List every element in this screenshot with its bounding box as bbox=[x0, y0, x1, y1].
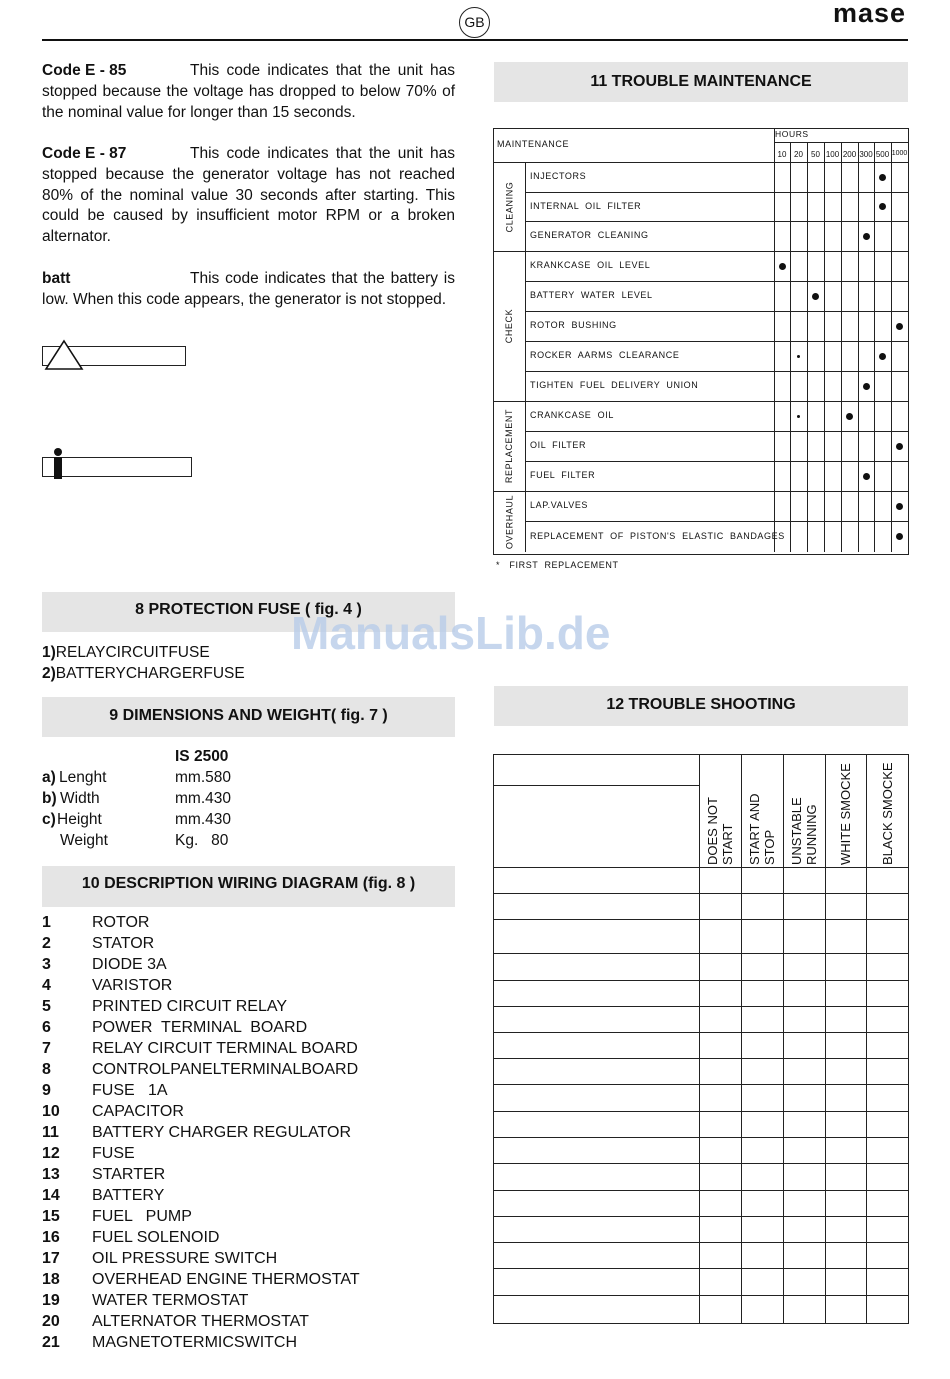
wiring-item bbox=[42, 1122, 360, 1143]
maintenance-item-label: INJECTORS bbox=[530, 171, 587, 181]
wiring-item-number: 15 bbox=[42, 1208, 60, 1225]
wiring-list bbox=[42, 912, 360, 1353]
wiring-item bbox=[42, 1101, 360, 1122]
troubleshoot-column-header: BLACK SMOCKE bbox=[879, 762, 895, 865]
maintenance-dot bbox=[896, 323, 903, 330]
code-batt: batt This code indicates that the battery is low. When this code appears, the generator is not stopped. bbox=[42, 270, 455, 308]
wiring-item-label: STARTER bbox=[92, 1166, 166, 1183]
group-label-check: CHECK bbox=[504, 308, 514, 344]
maintenance-item-label: KRANKCASE OIL LEVEL bbox=[530, 260, 651, 270]
troubleshooting-table bbox=[493, 754, 909, 1324]
wiring-item-label: WATER TERMOSTAT bbox=[92, 1292, 249, 1309]
wiring-item-label: ALTERNATOR THERMOSTAT bbox=[92, 1313, 309, 1330]
wiring-item bbox=[42, 954, 360, 975]
wiring-item-label: FUSE 1A bbox=[92, 1082, 168, 1099]
header-rule bbox=[42, 39, 908, 41]
wiring-item-number: 19 bbox=[42, 1292, 60, 1309]
wiring-item-label: DIODE 3A bbox=[92, 956, 167, 973]
wiring-item-number: 7 bbox=[42, 1040, 51, 1057]
hour-label: 500 bbox=[875, 150, 890, 159]
wiring-item-number: 9 bbox=[42, 1082, 51, 1099]
wiring-item-number: 5 bbox=[42, 998, 51, 1015]
wiring-item-label: VARISTOR bbox=[92, 977, 173, 994]
wiring-item-number: 17 bbox=[42, 1250, 60, 1267]
wiring-item-label: BATTERY CHARGER REGULATOR bbox=[92, 1124, 352, 1141]
troubleshoot-column-header: WHITE SMOCKE bbox=[838, 763, 853, 865]
wiring-item-number: 12 bbox=[42, 1145, 60, 1162]
wiring-item-label: POWER TERMINAL BOARD bbox=[92, 1019, 308, 1036]
wiring-item-label: CAPACITOR bbox=[92, 1103, 184, 1120]
code-e85: Code E - 85 This code indicates that the unit has stopped because the voltage has dropped to below 70% of the nominal value for longer than 15 seconds. bbox=[42, 62, 455, 121]
wiring-item bbox=[42, 1227, 360, 1248]
wiring-item bbox=[42, 1290, 360, 1311]
wiring-item-label: FUEL SOLENOID bbox=[92, 1229, 220, 1246]
section-12-title: 12 TROUBLE SHOOTING bbox=[494, 686, 908, 726]
maintenance-item-label: GENERATOR CLEANING bbox=[530, 230, 649, 240]
wiring-item-label: RELAY CIRCUIT TERMINAL BOARD bbox=[92, 1040, 358, 1057]
wiring-item-number: 14 bbox=[42, 1187, 60, 1204]
maintenance-item-label: FUEL FILTER bbox=[530, 470, 596, 480]
wiring-item-number: 13 bbox=[42, 1166, 60, 1183]
code-e87: Code E - 87 This code indicates that the unit has stopped because the generator voltage has not reached 80% of the nominal value 30 seconds after starting. This could be caused by insufficient motor RPM or a broken alternator. bbox=[42, 145, 455, 246]
wiring-item-label: OVERHEAD ENGINE THERMOSTAT bbox=[92, 1271, 360, 1288]
wiring-item-label: FUSE bbox=[92, 1145, 135, 1162]
fuse-item-1: 1)RELAYCIRCUITFUSE bbox=[42, 644, 210, 661]
maintenance-item-label: INTERNAL OIL FILTER bbox=[530, 200, 642, 211]
first-replacement-mark bbox=[797, 355, 800, 358]
maintenance-dot bbox=[863, 233, 870, 240]
maintenance-corner-label: MAINTENANCE bbox=[497, 139, 570, 149]
maintenance-dot bbox=[896, 443, 903, 450]
wiring-item-label: PRINTED CIRCUIT RELAY bbox=[92, 998, 287, 1015]
wiring-item-number: 1 bbox=[42, 914, 51, 931]
wiring-item-number: 16 bbox=[42, 1229, 60, 1246]
wiring-item-number: 2 bbox=[42, 935, 51, 952]
maintenance-dot bbox=[846, 413, 853, 420]
wiring-item bbox=[42, 1206, 360, 1227]
brand-logo: mase bbox=[832, 0, 906, 28]
maintenance-dot bbox=[879, 203, 886, 210]
wiring-item-label: BATTERY bbox=[92, 1187, 165, 1204]
wiring-item-number: 20 bbox=[42, 1313, 60, 1330]
maintenance-item-label: ROCKER AARMS CLEARANCE bbox=[530, 350, 680, 360]
wiring-item-label: STATOR bbox=[92, 935, 155, 952]
wiring-item bbox=[42, 933, 360, 954]
group-label-overhaul: OVERHAUL bbox=[504, 494, 514, 549]
hour-label: 200 bbox=[842, 150, 857, 159]
wiring-item-number: 8 bbox=[42, 1061, 51, 1078]
wiring-item bbox=[42, 996, 360, 1017]
wiring-item-number: 18 bbox=[42, 1271, 60, 1288]
group-label-cleaning: CLEANING bbox=[504, 181, 514, 232]
wiring-item bbox=[42, 1080, 360, 1101]
maintenance-item-label: ROTOR BUSHING bbox=[530, 320, 617, 330]
troubleshoot-column-header: UNSTABLE RUNNING bbox=[789, 797, 819, 865]
maintenance-dot bbox=[879, 353, 886, 360]
wiring-item-label: MAGNETOTERMICSWITCH bbox=[92, 1334, 298, 1351]
hour-label: 100 bbox=[825, 150, 840, 159]
troubleshoot-column-header: START AND STOP bbox=[747, 793, 777, 865]
hour-label: 50 bbox=[811, 150, 820, 159]
maintenance-dot bbox=[863, 473, 870, 480]
maintenance-dot bbox=[812, 293, 819, 300]
maintenance-table bbox=[493, 128, 909, 555]
fuse-item-2: 2)BATTERYCHARGERFUSE bbox=[42, 665, 245, 682]
wiring-item-number: 10 bbox=[42, 1103, 60, 1120]
watermark: ManualsLib.de bbox=[291, 607, 611, 659]
wiring-item bbox=[42, 1269, 360, 1290]
language-badge: GB bbox=[459, 7, 490, 38]
wiring-item bbox=[42, 1248, 360, 1269]
wiring-item bbox=[42, 1143, 360, 1164]
section-11-title: 11 TROUBLE MAINTENANCE bbox=[494, 62, 908, 102]
wiring-item-label: CONTROLPANELTERMINALBOARD bbox=[92, 1061, 359, 1078]
warning-icon bbox=[44, 339, 84, 371]
wiring-item bbox=[42, 1185, 360, 1206]
hour-label: 20 bbox=[794, 150, 803, 159]
wiring-item bbox=[42, 975, 360, 996]
wiring-item bbox=[42, 1017, 360, 1038]
troubleshoot-column-header: DOES NOT START bbox=[705, 797, 735, 865]
wiring-item bbox=[42, 1332, 360, 1353]
dims-model: IS 2500 bbox=[175, 748, 229, 765]
maintenance-dot bbox=[879, 174, 886, 181]
maintenance-dot bbox=[779, 263, 786, 270]
wiring-item-label: ROTOR bbox=[92, 914, 150, 931]
section-9-title: 9 DIMENSIONS AND WEIGHT( fig. 7 ) bbox=[42, 697, 455, 737]
wiring-item-label: OIL PRESSURE SWITCH bbox=[92, 1250, 278, 1267]
section-8-title: 8 PROTECTION FUSE ( fig. 4 ) bbox=[42, 592, 455, 632]
wiring-item bbox=[42, 1164, 360, 1185]
maintenance-item-label: BATTERY WATER LEVEL bbox=[530, 290, 653, 300]
wiring-item bbox=[42, 1059, 360, 1080]
hour-label: 10 bbox=[777, 150, 787, 159]
maintenance-item-label: TIGHTEN FUEL DELIVERY UNION bbox=[530, 380, 699, 390]
wiring-item-number: 6 bbox=[42, 1019, 51, 1036]
maintenance-dot bbox=[863, 383, 870, 390]
maintenance-item-label: LAP.VALVES bbox=[530, 500, 589, 510]
wiring-item-number: 3 bbox=[42, 956, 51, 973]
info-icon bbox=[50, 446, 66, 480]
wiring-item-number: 4 bbox=[42, 977, 51, 994]
maintenance-dot bbox=[896, 503, 903, 510]
section-10-title: 10 DESCRIPTION WIRING DIAGRAM (fig. 8 ) bbox=[42, 866, 455, 907]
wiring-item-label: FUEL PUMP bbox=[92, 1208, 192, 1225]
fuse-list bbox=[42, 642, 245, 684]
wiring-item-number: 21 bbox=[42, 1334, 60, 1351]
maintenance-item-label: OIL FILTER bbox=[530, 440, 587, 450]
wiring-item bbox=[42, 1311, 360, 1332]
hour-label: 1000 bbox=[891, 150, 908, 157]
wiring-item bbox=[42, 1038, 360, 1059]
maintenance-footnote: * FIRST REPLACEMENT bbox=[496, 560, 619, 570]
hours-label: HOURS bbox=[775, 129, 809, 139]
group-label-replacement: REPLACEMENT bbox=[504, 408, 514, 484]
maintenance-item-label: CRANKCASE OIL bbox=[530, 410, 614, 420]
hour-label: 300 bbox=[859, 150, 873, 159]
wiring-item bbox=[42, 912, 360, 933]
maintenance-item-label: REPLACEMENT OF PISTON'S ELASTIC BANDAGES bbox=[530, 530, 785, 541]
wiring-item-number: 11 bbox=[42, 1124, 59, 1141]
first-replacement-mark bbox=[797, 415, 800, 418]
maintenance-dot bbox=[896, 533, 903, 540]
